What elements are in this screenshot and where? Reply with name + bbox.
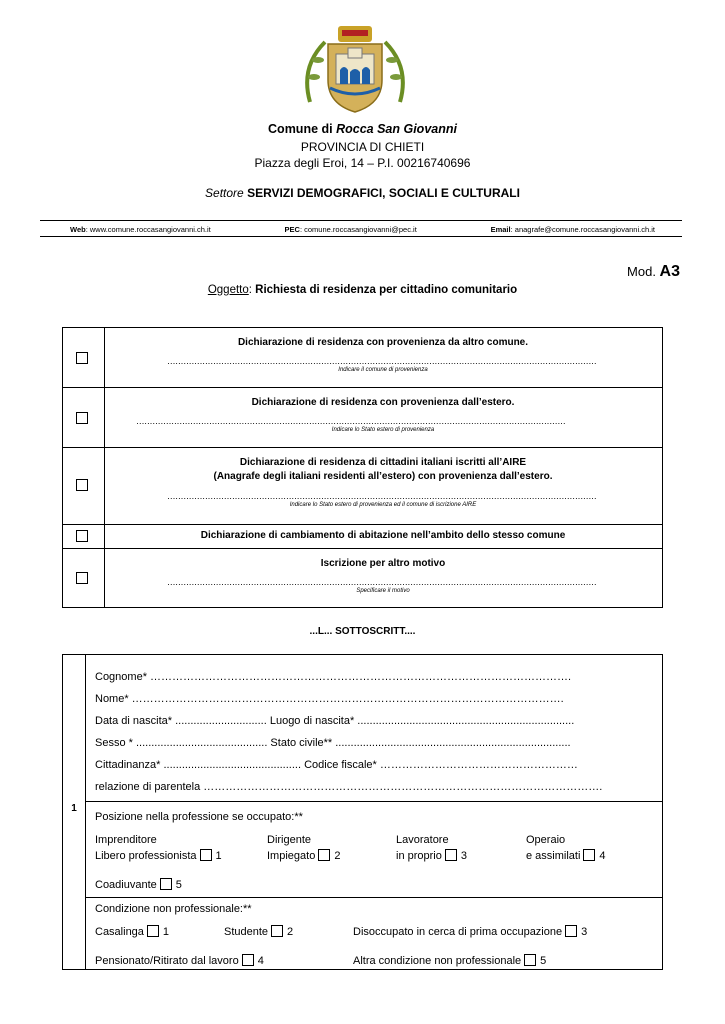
checkbox-studente[interactable]: [271, 925, 283, 937]
option-title: Iscrizione per altro motivo: [320, 558, 446, 569]
nome-field[interactable]: Nome* ……………………………………………………………………………………………………….: [95, 693, 564, 705]
pensionato-option: Pensionato/Ritirato dal lavoro 4: [95, 955, 264, 967]
provincia: PROVINCIA DI CHIETI: [300, 140, 425, 154]
coat-of-arms-logo: [300, 22, 410, 118]
option-title-2: (Anagrafe degli italiani residenti all’estero) con provenienza dall’estero.: [213, 471, 553, 482]
operaio-label: Operaio: [526, 834, 566, 846]
settore: Settore SERVIZI DEMOGRAFICI, SOCIALI E CULTURALI: [205, 186, 520, 200]
option-row-estero: [63, 388, 662, 448]
sottoscritto-heading: ...L... SOTTOSCRITT....: [309, 626, 416, 637]
pec-contact: PEC: comune.roccasangiovanni@pec.it: [284, 225, 417, 234]
checkbox-libero[interactable]: [200, 849, 212, 861]
person-table: [62, 654, 663, 970]
checkbox-assimilati[interactable]: [583, 849, 595, 861]
fill-line[interactable]: ...............................................................................................................................................................: [167, 577, 597, 587]
condizione-section: [85, 898, 662, 969]
fill-line[interactable]: ...............................................................................................................................................................: [167, 356, 597, 366]
module-code: Mod. A3: [627, 263, 680, 280]
option-row-altro-motivo: [63, 549, 662, 607]
checkbox-estero[interactable]: [76, 412, 88, 424]
option-title: Dichiarazione di residenza di cittadini italiani iscritti all’AIRE: [239, 457, 527, 468]
fill-line[interactable]: ...............................................................................................................................................................: [167, 491, 597, 501]
checkbox-aire[interactable]: [76, 479, 88, 491]
sesso-field[interactable]: Sesso * ........................................... Stato civile** .............................................................................: [95, 737, 571, 749]
assimilati-option: e assimilati 4: [526, 850, 606, 862]
anagrafica-section: [85, 655, 662, 802]
option-hint: Indicare lo Stato estero di provenienza: [331, 427, 435, 433]
casalinga-option: Casalinga 1: [95, 926, 170, 938]
studente-option: Studente 2: [224, 926, 294, 938]
checkbox-in-proprio[interactable]: [445, 849, 457, 861]
dirigente-label: Dirigente: [267, 834, 312, 846]
coadiuvante-option: Coadiuvante 5: [95, 879, 182, 891]
email-contact: Email: anagrafe@comune.roccasangiovanni.ch.it: [490, 225, 655, 234]
option-hint: Indicare il comune di provenienza: [338, 367, 428, 373]
imprenditore-label: Imprenditore: [95, 834, 157, 846]
checkbox-altra-condizione[interactable]: [524, 954, 536, 966]
cognome-field[interactable]: Cognome* …………………………………………………………………………………………………….: [95, 671, 572, 683]
condizione-label: Condizione non professionale:**: [95, 903, 252, 915]
option-hint: Specificare il motivo: [356, 588, 410, 594]
divider-bottom: [40, 236, 682, 237]
nascita-field[interactable]: Data di nascita* .............................. Luogo di nascita* .......................................................................: [95, 715, 575, 727]
disoccupato-option: Disoccupato in cerca di prima occupazione 3: [353, 926, 588, 938]
checkbox-cambio-abitazione[interactable]: [76, 530, 88, 542]
altra-condizione-option: Altra condizione non professionale 5: [353, 955, 547, 967]
address: Piazza degli Eroi, 14 – P.I. 00216740696: [254, 156, 471, 170]
comune-title: Comune di Rocca San Giovanni: [268, 122, 457, 136]
contacts-bar: [70, 225, 655, 234]
libero-option: Libero professionista 1: [95, 850, 222, 862]
cittadinanza-field[interactable]: Cittadinanza* ............................................. Codice fiscale* ………………………………………………: [95, 759, 578, 771]
checkbox-casalinga[interactable]: [147, 925, 159, 937]
impiegato-option: Impiegato 2: [267, 850, 341, 862]
parentela-field[interactable]: relazione di parentela ……………………………………………………………………………………………….: [95, 781, 603, 793]
checkbox-altro-comune[interactable]: [76, 352, 88, 364]
option-row-aire: [63, 448, 662, 525]
option-title: Dichiarazione di cambiamento di abitazione nell’ambito dello stesso comune: [200, 530, 566, 541]
lavoratore-label: Lavoratore: [396, 834, 449, 846]
option-title: Dichiarazione di residenza con provenienza dall’estero.: [251, 397, 515, 408]
subject: Oggetto: Richiesta di residenza per cittadino comunitario: [207, 284, 518, 296]
option-row-altro-comune: [63, 328, 662, 388]
web-contact: Web: www.comune.roccasangiovanni.ch.it: [70, 225, 211, 234]
in-proprio-option: in proprio 3: [396, 850, 467, 862]
posizione-label: Posizione nella professione se occupato:**: [95, 811, 303, 823]
option-row-cambio-abitazione: [63, 525, 662, 549]
divider-top: [40, 220, 682, 221]
checkbox-coadiuvante[interactable]: [160, 878, 172, 890]
option-title: Dichiarazione di residenza con provenienza da altro comune.: [237, 337, 529, 348]
posizione-section: [85, 802, 662, 898]
checkbox-altro-motivo[interactable]: [76, 572, 88, 584]
person-number: 1: [71, 803, 77, 814]
request-type-table: [62, 327, 663, 608]
option-hint: Indicare lo Stato estero di provenienza ed il comune di iscrizione AIRE: [289, 502, 477, 508]
checkbox-pensionato[interactable]: [242, 954, 254, 966]
fill-line[interactable]: ...............................................................................................................................................................: [136, 416, 566, 426]
checkbox-impiegato[interactable]: [318, 849, 330, 861]
checkbox-disoccupato[interactable]: [565, 925, 577, 937]
